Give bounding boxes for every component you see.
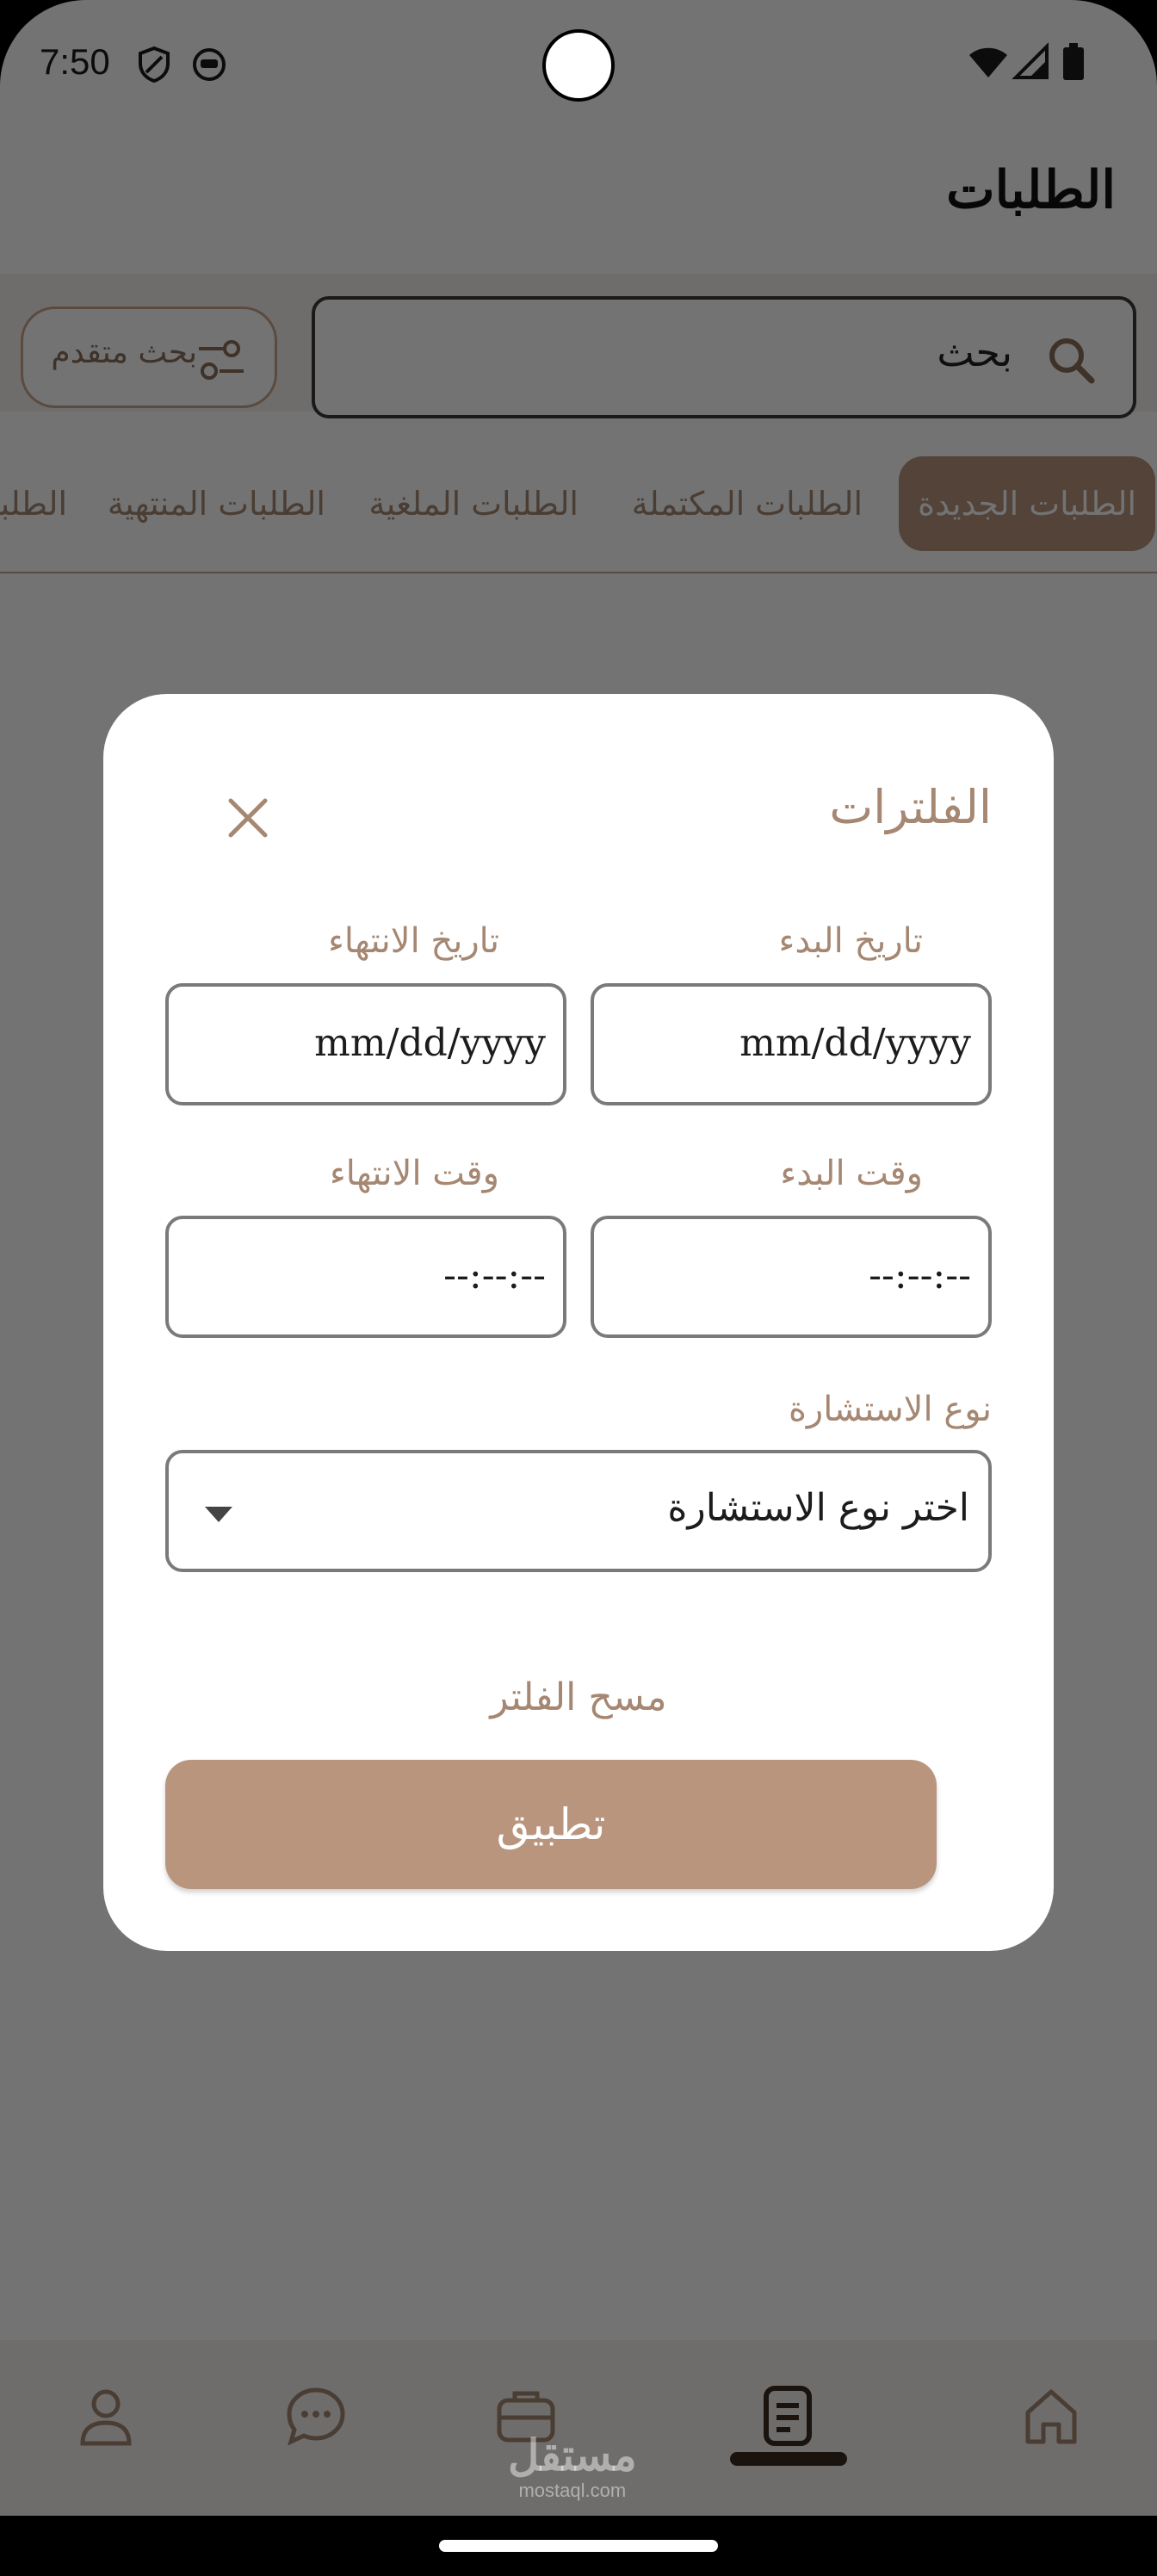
camera-cutout [542,29,615,102]
start-date-value: mm/dd/yyyy [739,1021,971,1065]
watermark-logo: مستقل [508,2430,637,2480]
home-gesture-handle[interactable] [439,2540,718,2552]
consult-type-select[interactable] [165,1450,992,1572]
filter-dialog [103,694,1054,1951]
end-date-field[interactable] [165,983,566,1105]
start-time-label: وقت البدء [780,1154,923,1193]
start-time-value: --:--:-- [869,1254,971,1297]
watermark [508,2431,637,2502]
apply-button[interactable]: تطبيق [165,1760,937,1889]
end-time-label: وقت الانتهاء [330,1154,499,1193]
start-date-label: تاريخ البدء [778,921,923,961]
end-time-field[interactable] [165,1216,566,1338]
end-time-value: --:--:-- [443,1254,546,1297]
end-date-label: تاريخ الانتهاء [328,921,499,961]
close-icon[interactable] [222,792,274,844]
chevron-down-icon [205,1507,232,1522]
consult-type-label: نوع الاستشارة [788,1390,992,1429]
dialog-title: الفلترات [829,780,992,834]
watermark-url: mostaql.com [518,2480,627,2501]
start-date-field[interactable] [591,983,992,1105]
clear-filter-link[interactable]: مسح الفلتر [490,1675,667,1719]
start-time-field[interactable] [591,1216,992,1338]
end-date-value: mm/dd/yyyy [314,1021,546,1065]
consult-type-value: اختر نوع الاستشارة [667,1486,969,1530]
